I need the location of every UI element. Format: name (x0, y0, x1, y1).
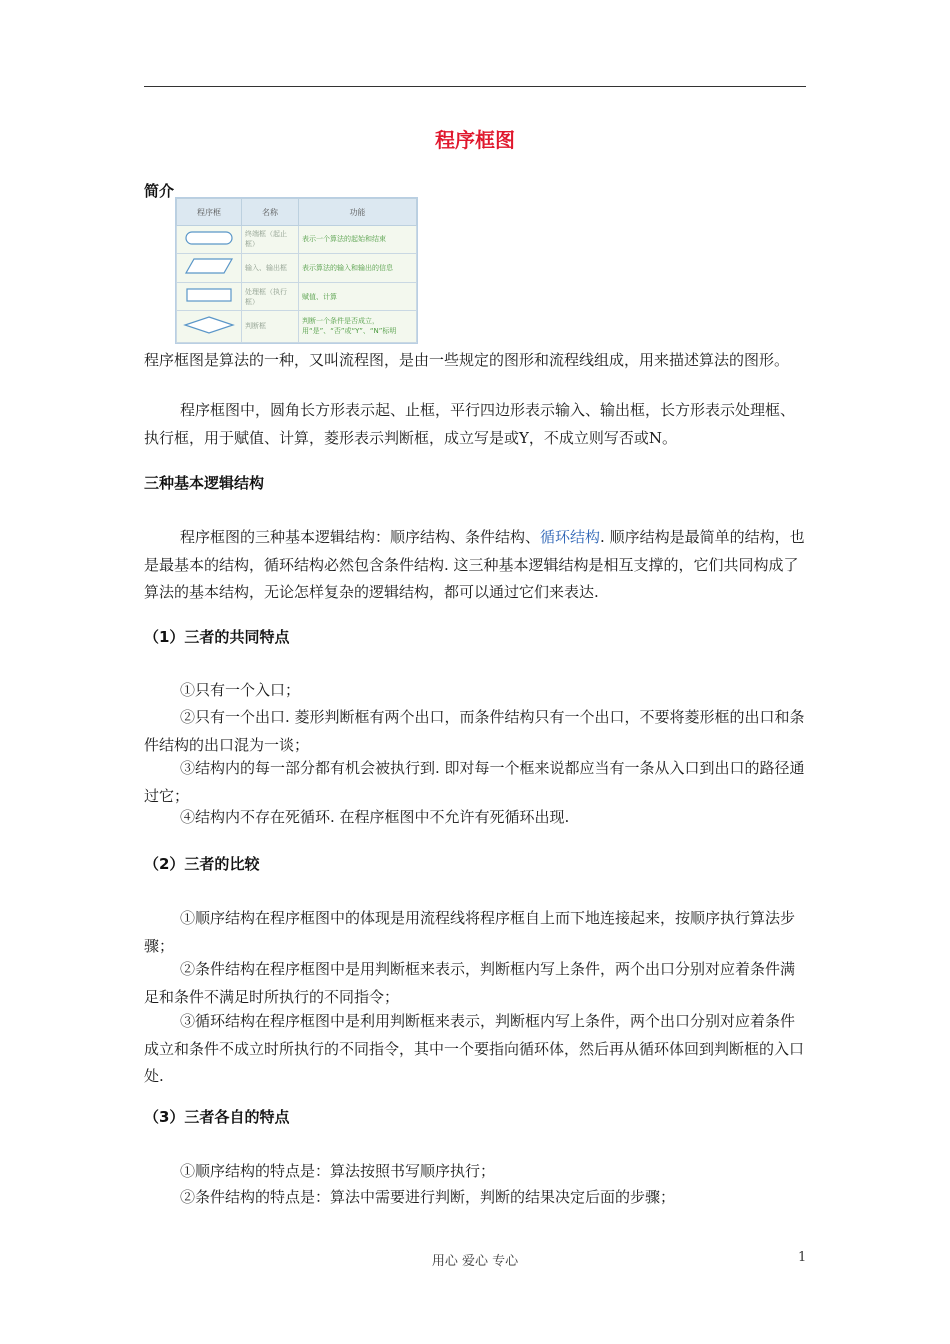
intro-paragraph-2: 程序框图中，圆角长方形表示起、止框，平行四边形表示输入、输出框，长方形表示处理框、执行框，用于赋值、计算，菱形表示判断框，成立写是或Y，不成立则写否或N。 (144, 401, 796, 447)
table-cell-name: 处理框（执行框） (242, 283, 299, 311)
process-shape-cell (177, 283, 242, 311)
decision-shape-cell (177, 310, 242, 342)
structures-paragraph (144, 524, 808, 607)
structures-heading: 三种基本逻辑结构 (144, 474, 265, 492)
table-cell-name: 判断框 (242, 310, 299, 342)
table-cell-function: 赋值、计算 (299, 283, 417, 311)
rectangle-icon (184, 287, 234, 303)
table-header-name: 名称 (242, 199, 299, 226)
flowchart-symbol-table (175, 197, 418, 344)
intro-paragraph-1: 程序框图是算法的一种，又叫流程图，是由一些规定的图形和流程线组成，用来描述算法的图形。 (144, 351, 790, 369)
each-item-2: ②条件结构的特点是：算法中需要进行判断，判断的结果决定后面的步骤； (180, 1188, 676, 1206)
common-item-1: ①只有一个入口； (180, 681, 301, 699)
table-row (177, 310, 417, 342)
compare-item-1: ①顺序结构在程序框图中的体现是用流程线将程序框自上而下地连接起来，按顺序执行算法步骤； (144, 909, 796, 955)
each-heading: （3）三者各自的特点 (144, 1108, 290, 1126)
compare-item-2: ②条件结构在程序框图中是用判断框来表示，判断框内写上条件，两个出口分别对应着条件满足和条件不满足时所执行的不同指令； (144, 960, 796, 1006)
common-item-4: ④结构内不存在死循环. 在程序框图中不允许有死循环出现. (180, 808, 570, 826)
rounded-rect-icon (184, 230, 234, 246)
io-shape-cell (177, 253, 242, 283)
table-header-shape: 程序框 (177, 199, 242, 226)
common-item-2: ②只有一个出口. 菱形判断框有两个出口，而条件结构只有一个出口，不要将菱形框的出口和条件结构的出口混为一谈； (144, 708, 805, 754)
table-cell-name: 输入、输出框 (242, 253, 299, 283)
table-row (177, 253, 417, 283)
table-cell-function: 表示一个算法的起始和结束 (299, 226, 417, 254)
parallelogram-icon (184, 257, 234, 275)
loop-structure-link[interactable]: 循环结构 (540, 528, 601, 546)
header-rule (144, 86, 806, 87)
terminal-shape-cell (177, 226, 242, 254)
compare-item-3: ③循环结构在程序框图中是利用判断框来表示，判断框内写上条件，两个出口分别对应着条件成立和条件不成立时所执行的不同指令，其中一个要指向循环体，然后再从循环体回到判断框的入口处. (144, 1012, 805, 1085)
table-row (177, 226, 417, 254)
common-item-3: ③结构内的每一部分都有机会被执行到. 即对每一个框来说都应当有一条从入口到出口的路径通过它； (144, 759, 805, 805)
table-row (177, 283, 417, 311)
each-item-1: ①顺序结构的特点是：算法按照书写顺序执行； (180, 1162, 496, 1180)
footer-motto: 用心 爱心 专心 (431, 1254, 519, 1269)
structures-text-end: . 顺序结构是最简单的结构，也是最基本的结构，循环结构必然包含条件结构. 这三种基本逻辑结构是相互支撑的，它们共同构成了算法的基本结构，无论怎样复杂的逻辑结构，都可以通过它们来表达. (144, 528, 805, 601)
compare-heading: （2）三者的比较 (144, 855, 260, 873)
table-cell-name: 终端框（起止框） (242, 226, 299, 254)
intro-heading: 简介 (144, 182, 175, 200)
table-header-function: 功能 (299, 199, 417, 226)
diamond-icon (183, 315, 235, 335)
table-cell-function: 判断一个条件是否成立，用“是”、“否”或“Y”、“N”标明 (299, 310, 417, 342)
page-title: 程序框图 (435, 128, 515, 152)
table-cell-function: 表示算法的输入和输出的信息 (299, 253, 417, 283)
common-heading: （1）三者的共同特点 (144, 628, 290, 646)
page-number: 1 (798, 1250, 807, 1265)
structures-text-start: 程序框图的三种基本逻辑结构：顺序结构、条件结构、 (180, 528, 541, 546)
